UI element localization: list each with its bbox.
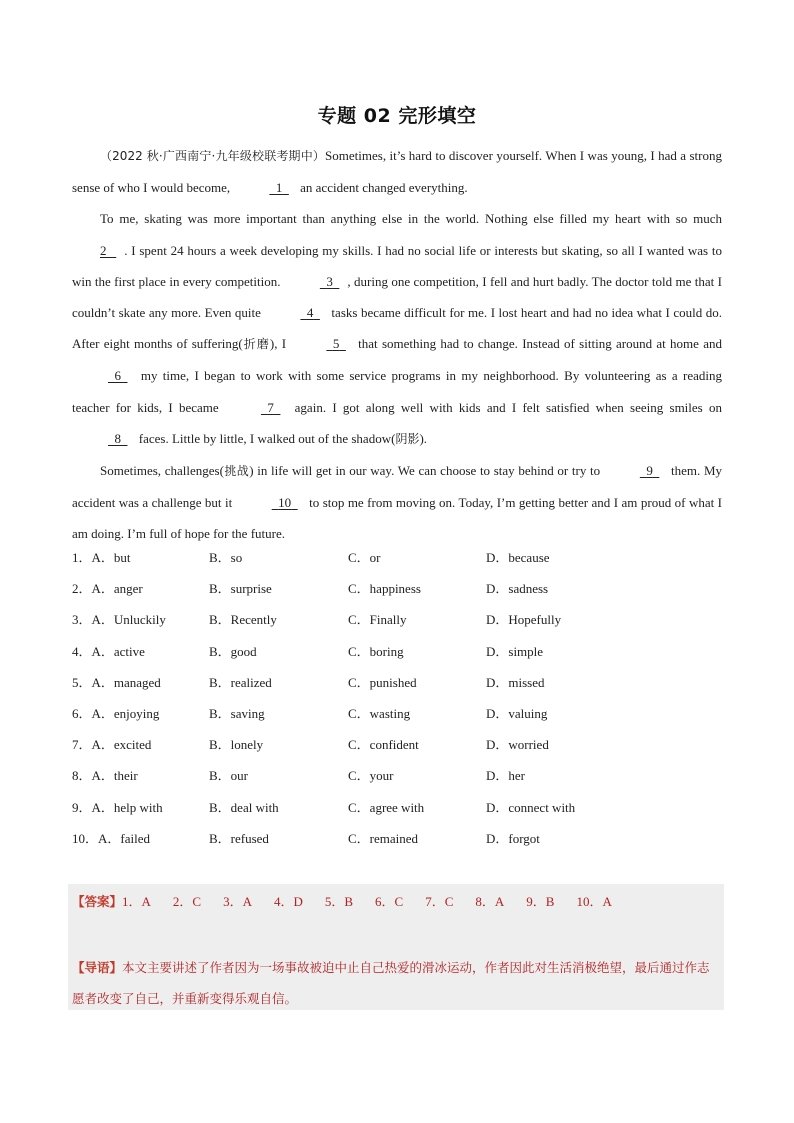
option-b[interactable]: B．realized	[209, 674, 272, 690]
answer-item: 9．B	[526, 894, 555, 909]
cloze-passage	[72, 140, 722, 550]
option-c[interactable]: C．wasting	[348, 705, 411, 721]
option-b[interactable]: B．so	[209, 550, 243, 565]
answer-line	[72, 892, 634, 912]
answer-tag: 【答案】	[72, 894, 123, 909]
option-c[interactable]: C．confident	[348, 737, 419, 753]
blank-10[interactable]: 10	[278, 495, 292, 511]
question-6-options	[72, 698, 722, 729]
option-d[interactable]: D．worried	[486, 737, 549, 753]
option-a[interactable]: 10．A．failed	[72, 830, 150, 846]
question-5-options	[72, 667, 722, 698]
option-b[interactable]: B．deal with	[209, 799, 279, 815]
option-a[interactable]: 5．A．managed	[72, 674, 161, 690]
options-list	[72, 542, 722, 854]
blank-8[interactable]: 8	[114, 430, 121, 446]
option-d[interactable]: D．missed	[486, 674, 545, 690]
question-1-options	[72, 542, 722, 573]
option-c[interactable]: C．agree with	[348, 799, 425, 815]
option-b[interactable]: B．Recently	[209, 612, 277, 628]
question-3-options	[72, 604, 722, 635]
answer-item: 2．C	[172, 894, 202, 909]
option-a[interactable]: 7．A．excited	[72, 737, 152, 753]
blank-9[interactable]: 9	[646, 463, 653, 479]
option-d[interactable]: D．forgot	[486, 830, 540, 846]
question-8-options	[72, 760, 722, 791]
option-b[interactable]: B．saving	[209, 705, 265, 721]
answer-item: 5．B	[324, 894, 354, 909]
option-d[interactable]: D．valuing	[486, 705, 548, 721]
answer-item: 10．A	[576, 894, 612, 909]
blank-6[interactable]: 6	[114, 368, 121, 384]
answer-item: 1．A	[122, 894, 151, 909]
option-a[interactable]: 8．A．their	[72, 768, 138, 784]
option-a[interactable]: 2．A．anger	[72, 581, 143, 597]
answer-item: 4．D	[273, 894, 303, 909]
guide-body: 本文主要讲述了作者因为一场事故被迫中止自己热爱的滑冰运动，作者因此对生活消极绝望，最后通过作志愿者改变了自己，并重新变得乐观自信。	[72, 960, 710, 1006]
question-2-options	[72, 573, 722, 604]
option-a[interactable]: 1．A．but	[72, 550, 131, 565]
answer-item: 7．C	[425, 894, 454, 909]
paragraph-2: To me, skating was more important than anything else in the world. Nothing else filled my heart with so much 2 . I spent 24 hours a week developing my skills. I had no social life or interests but skating, so all I wanted was to win the first place in every competition. 3 , during one competition, I fell and hurt badly. The doctor told me that I couldn’t skate any more. Even quite 4 tasks became difficult for me. I lost heart and had no idea what I could do. After eight months of suffering(折磨), I 5 that something had to change. Instead of sitting around at home and 6 my time, I began to work with some service programs in my neighborhood. By volunteering as a reading teacher for kids, I became 7 again. I got along well with kids and I felt satisfied when seeing smiles on 8 faces. Little by little, I walked out of the shadow(阴影).	[72, 203, 722, 455]
blank-5[interactable]: 5	[332, 336, 340, 352]
option-c[interactable]: C．remained	[348, 830, 419, 846]
option-a[interactable]: 9．A．help with	[72, 799, 163, 815]
option-b[interactable]: B．lonely	[209, 737, 264, 753]
option-b[interactable]: B．our	[209, 768, 249, 784]
guide-text	[72, 952, 722, 1014]
question-9-options	[72, 792, 722, 823]
option-d[interactable]: D．connect with	[486, 799, 576, 815]
option-d[interactable]: D．simple	[486, 643, 544, 659]
answer-item: 6．C	[375, 894, 404, 909]
option-b[interactable]: B．good	[209, 643, 257, 659]
source-note: （2022 秋·广西南宁·九年级校联考期中）	[100, 149, 326, 163]
option-a[interactable]: 6．A．enjoying	[72, 705, 160, 721]
option-c[interactable]: C．boring	[348, 643, 404, 659]
option-b[interactable]: B．refused	[209, 830, 269, 846]
answer-panel	[68, 884, 724, 1010]
paragraph-3: Sometimes, challenges(挑战) in life will get in our way. We can choose to stay behind or try to 9 them. My accident was a challenge but it 10 to stop me from moving on. Today, I’m getting better and I am proud of what I am doing. I’m full of hope for the future.	[72, 455, 722, 550]
blank-7[interactable]: 7	[267, 399, 274, 415]
option-b[interactable]: B．surprise	[209, 581, 272, 597]
question-4-options	[72, 636, 722, 667]
question-7-options	[72, 729, 722, 760]
option-c[interactable]: C．happiness	[348, 581, 421, 597]
guide-tag: 【导语】	[72, 960, 123, 975]
option-c[interactable]: C．your	[348, 768, 394, 784]
option-d[interactable]: D．her	[486, 768, 525, 784]
blank-2[interactable]: 2	[100, 242, 107, 258]
page-title: 专题 02 完形填空	[317, 105, 477, 127]
option-c[interactable]: C．punished	[348, 674, 417, 690]
blank-1[interactable]: 1	[275, 180, 283, 196]
option-a[interactable]: 3．A．Unluckily	[72, 612, 166, 628]
blank-4[interactable]: 4	[306, 305, 314, 321]
option-c[interactable]: C．Finally	[348, 612, 407, 628]
blank-3[interactable]: 3	[326, 273, 333, 289]
answer-item: 8．A	[475, 894, 505, 909]
answer-item: 3．A	[223, 894, 252, 909]
option-d[interactable]: D．sadness	[486, 581, 549, 597]
option-a[interactable]: 4．A．active	[72, 643, 145, 659]
question-10-options	[72, 823, 722, 854]
option-d[interactable]: D．because	[486, 550, 550, 565]
option-d[interactable]: D．Hopefully	[486, 612, 562, 628]
option-c[interactable]: C．or	[348, 550, 381, 565]
paragraph-1: （2022 秋·广西南宁·九年级校联考期中）Sometimes, it’s hard to discover yourself. When I was young, I had a strong sense of who I would become, 1 an accident changed everything.	[72, 140, 722, 203]
